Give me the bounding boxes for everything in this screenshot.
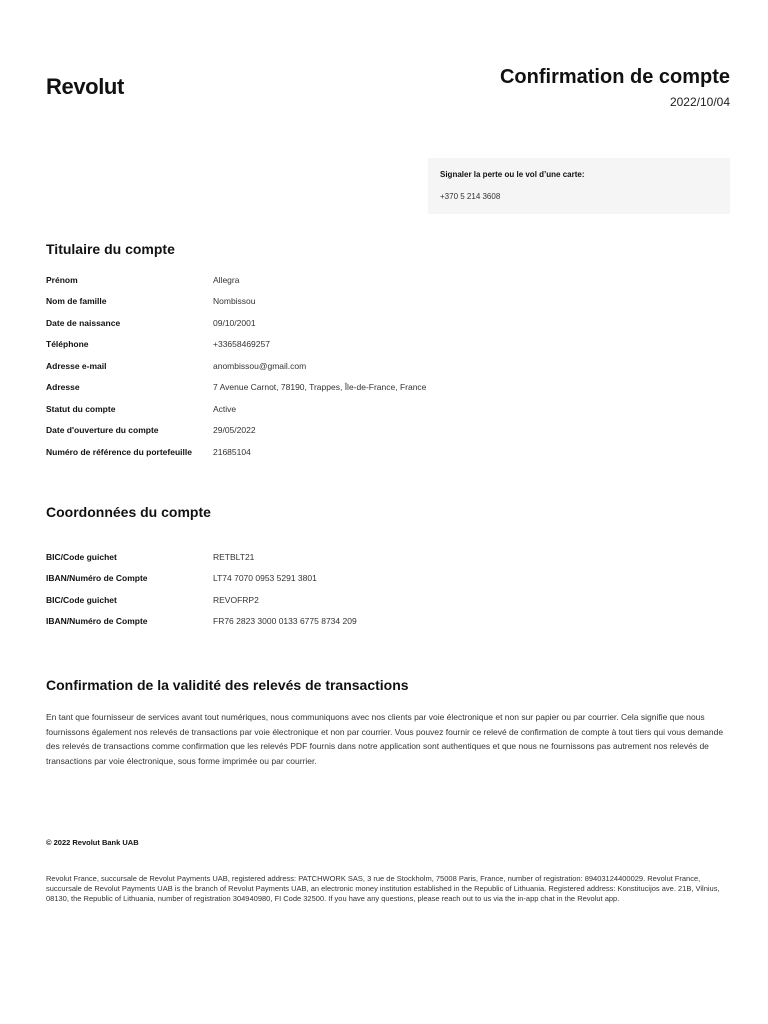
row-label: Date de naissance: [46, 318, 121, 328]
row-label: IBAN/Numéro de Compte: [46, 573, 148, 583]
holder-row-status: [46, 402, 726, 416]
details-row-iban-2: [46, 614, 726, 628]
holder-row-phone: [46, 337, 726, 351]
holder-row-email: [46, 359, 726, 373]
row-label: Nom de famille: [46, 296, 107, 306]
validity-title: Confirmation de la validité des relevés de transactions: [46, 677, 409, 693]
row-label: BIC/Code guichet: [46, 552, 117, 562]
row-value: FR76 2823 3000 0133 6775 8734 209: [213, 616, 357, 626]
holder-row-birth-date: [46, 316, 726, 330]
lost-card-phone: +370 5 214 3608: [440, 192, 501, 201]
row-value: Nombissou: [213, 296, 256, 306]
validity-paragraph: En tant que fournisseur de services avant tout numériques, nous communiquons avec nos clients par voie électronique et non sur papier ou par courrier. Cela signifie que nous fournissons également nos relevés de transactions par voie électronique et non par courrier. Vous pouvez fournir ce relevé de confirmation de compte à tout tiers qui vous demande des relevés de transactions comme confirmation que les relevés PDF fournis dans notre application sont authentiques et que nous ne fournissons pas autrement nos relevés de transactions par voie électronique, sous forme imprimée ou par courrier.: [46, 712, 724, 766]
row-label: Adresse: [46, 382, 80, 392]
row-label: Téléphone: [46, 339, 89, 349]
row-value: anombissou@gmail.com: [213, 361, 307, 371]
row-label: IBAN/Numéro de Compte: [46, 616, 148, 626]
holder-row-first-name: [46, 273, 726, 287]
row-value: 09/10/2001: [213, 318, 256, 328]
lost-card-box: [428, 158, 730, 214]
holder-row-last-name: [46, 294, 726, 308]
document-date: 2022/10/04: [669, 95, 730, 109]
row-value: Allegra: [213, 275, 240, 285]
row-label: Date d'ouverture du compte: [46, 425, 159, 435]
row-value: LT74 7070 0953 5291 3801: [213, 573, 317, 583]
row-label: BIC/Code guichet: [46, 595, 117, 605]
row-label: Statut du compte: [46, 404, 116, 414]
row-value: 21685104: [213, 447, 251, 457]
details-row-bic-1: [46, 550, 726, 564]
lost-card-title: Signaler la perte ou le vol d’une carte:: [440, 170, 585, 179]
row-label: Adresse e-mail: [46, 361, 107, 371]
revolut-logo: Revolut: [46, 74, 124, 99]
holder-row-opening-date: [46, 423, 726, 437]
row-value: +33658469257: [213, 339, 270, 349]
account-holder-title: Titulaire du compte: [46, 241, 175, 257]
row-value: REVOFRP2: [213, 595, 259, 605]
page-title: Confirmation de compte: [499, 66, 730, 88]
details-row-bic-2: [46, 593, 726, 607]
row-value: Active: [213, 404, 237, 414]
holder-row-wallet-ref: [46, 445, 726, 459]
legal-footer: Revolut France, succursale de Revolut Payments UAB, registered address: PATCHWORK SAS, 3 rue de Stockholm, 75008 Paris, France, number of registration: 89403124400029. Revolut France, succursale de Revolut Payments UAB is the branch of Revolut Payments UAB, an electronic money institution established in the Republic of Lithuania. Registered address: Konstitucijos ave. 21B, Vilnius, 08130, the Republic of Lithuania, number of registration 304940980, FI Code 32500. If you have any questions, please reach out to us via the in-app chat in the Revolut app.: [46, 874, 720, 903]
row-label: Numéro de référence du portefeuille: [46, 447, 192, 457]
details-row-iban-1: [46, 571, 726, 585]
row-value: RETBLT21: [213, 552, 255, 562]
account-details-title: Coordonnées du compte: [46, 504, 211, 520]
copyright: © 2022 Revolut Bank UAB: [46, 838, 139, 847]
row-value: 7 Avenue Carnot, 78190, Trappes, Île-de-France, France: [213, 382, 427, 392]
row-label: Prénom: [46, 275, 78, 285]
row-value: 29/05/2022: [213, 425, 256, 435]
holder-row-address: [46, 380, 726, 394]
